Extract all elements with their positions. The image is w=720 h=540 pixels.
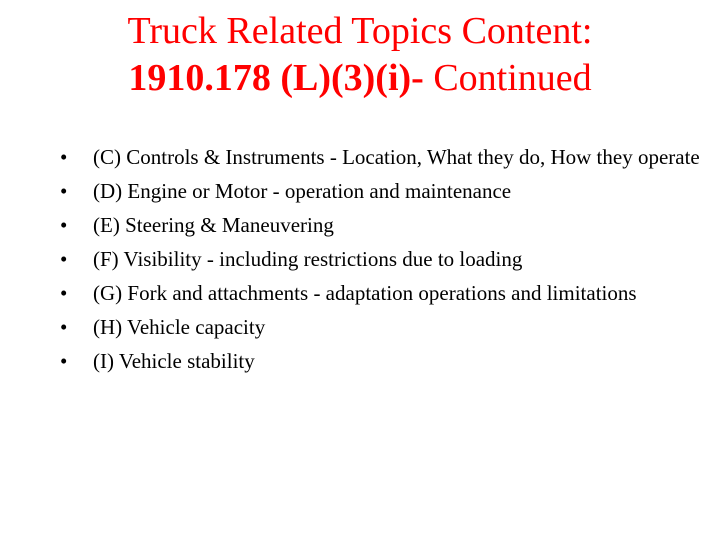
bullet-text: (C) Controls & Instruments - Location, What they do, How they operate	[93, 145, 700, 169]
bullet-item	[60, 209, 700, 241]
bullet-item	[60, 243, 700, 275]
bullet-item	[60, 311, 700, 343]
bullet-dot-icon: •	[60, 281, 68, 305]
bullet-dot-icon: •	[60, 349, 68, 373]
bullet-text: (G) Fork and attachments - adaptation operations and limitations	[93, 281, 637, 305]
bullet-text: (E) Steering & Maneuvering	[93, 213, 334, 237]
bullet-item	[60, 277, 700, 309]
title-regulation-number: 1910.178 (L)(3)(i)-	[128, 57, 424, 99]
slide-title	[0, 8, 720, 102]
bullet-item	[60, 175, 700, 207]
bullet-item	[60, 345, 700, 377]
bullet-dot-icon: •	[60, 213, 68, 237]
title-line-1: Truck Related Topics Content:	[127, 10, 593, 52]
title-continued: Continued	[423, 57, 592, 99]
bullet-text: (H) Vehicle capacity	[93, 315, 266, 339]
bullet-dot-icon: •	[60, 315, 68, 339]
bullet-text: (I) Vehicle stability	[93, 349, 255, 373]
bullet-text: (F) Visibility - including restrictions due to loading	[93, 247, 523, 271]
title-line-2	[0, 55, 720, 102]
bullet-dot-icon: •	[60, 145, 68, 169]
bullet-dot-icon: •	[60, 179, 68, 203]
bullet-item	[60, 141, 700, 173]
bullet-list	[60, 139, 700, 379]
bullet-text: (D) Engine or Motor - operation and maintenance	[93, 179, 512, 203]
bullet-dot-icon: •	[60, 247, 68, 271]
